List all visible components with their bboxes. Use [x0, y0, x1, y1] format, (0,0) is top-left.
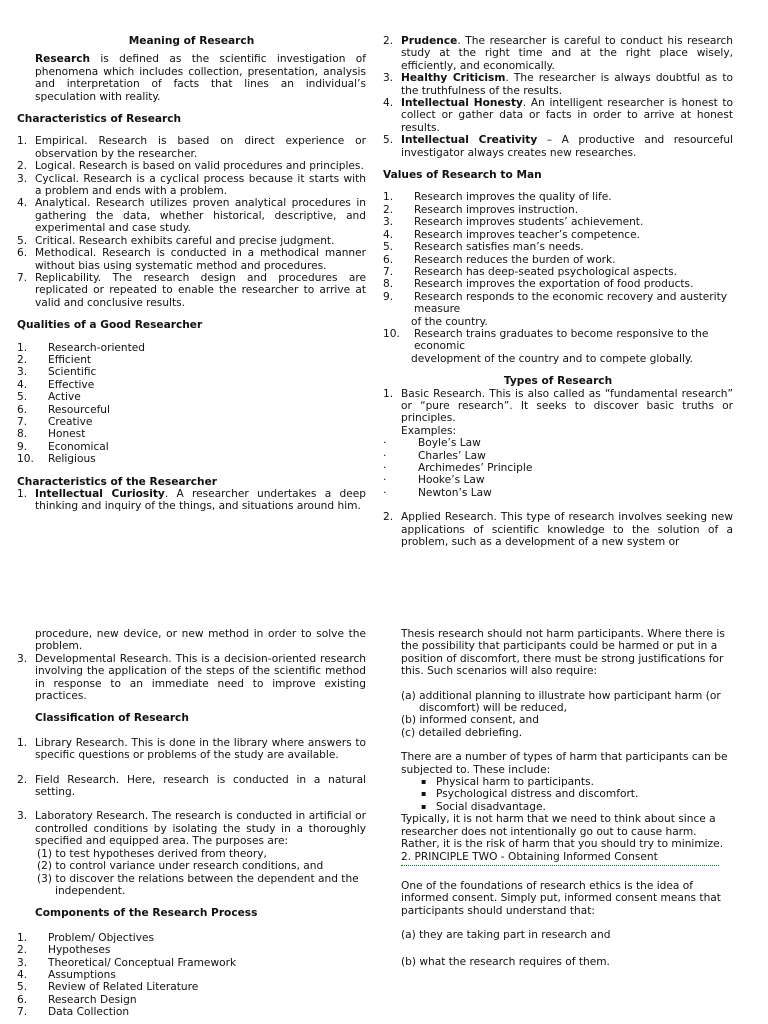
quality-item: [17, 366, 366, 378]
value-item: [383, 216, 733, 228]
square-bullet-icon: ▪: [421, 777, 427, 787]
classification-text: Laboratory Research. The research is conducted in artificial or controlled conditions by isolating the study in a thoroughly specified and equipped area. The purposes are:: [35, 810, 366, 848]
quality-number: 6.: [17, 403, 28, 416]
characteristic-number: 1.: [17, 135, 28, 148]
component-text: Data Collection: [48, 1006, 130, 1019]
classification-text: Library Research. This is done in the library where answers to specific questions or problems of the study are available.: [35, 736, 366, 762]
researcher-trait-name: Healthy Criticism: [401, 72, 506, 85]
applied-research-text: Applied Research. This type of research involves seeking new applications of scientific knowledge to the solution of a problem, such as a development of a new system or: [401, 511, 733, 549]
characteristic-item: [17, 160, 366, 172]
bullet-dot-icon: ·: [383, 449, 387, 462]
example-text: Boyle’s Law: [418, 437, 481, 450]
value-text: Research improves instruction.: [414, 203, 579, 216]
value-10-continued: development of the country and to compete globally.: [411, 352, 694, 365]
purposes-continued: independent.: [55, 884, 126, 897]
researcher-trait-name: Intellectual Creativity: [401, 134, 538, 147]
spacer: [17, 798, 366, 810]
quality-item: [17, 416, 366, 428]
component-number: 2.: [17, 944, 28, 957]
developmental-number: 3.: [17, 652, 28, 665]
developmental-text: Developmental Research. This is a decision-oriented research involving the application of the steps of the scientific method in response to an immediate need to improve existing practices.: [35, 652, 366, 703]
purpose-item: (1) to test hypotheses derived from theory,: [37, 847, 267, 860]
researcher-trait-description: . The researcher is always doubtful as to the truthfulness of the results.: [401, 72, 733, 97]
meaning-definition: is defined as the scientific investigation of phenomena which includes collection, presentation, analysis and interpretation of facts that lines an individual’s speculation with reality.: [35, 53, 366, 103]
classification-list: [17, 737, 366, 848]
char-researcher-list: [17, 488, 366, 513]
characteristic-item: [17, 272, 366, 309]
example-text: Hooke’s Law: [418, 474, 485, 487]
value-item: [383, 241, 733, 253]
applied-research-item: [383, 511, 733, 548]
value-number: 6.: [383, 253, 394, 266]
components-list: [17, 932, 366, 1019]
spacer: [17, 762, 366, 774]
researcher-trait-item: [383, 72, 733, 97]
researcher-trait-description: . The researcher is careful to conduct his research study at the right time and at the right place wisely, efficiently, and economically.: [401, 35, 733, 72]
bullet-dot-icon: ·: [383, 462, 387, 474]
quality-number: 8.: [17, 428, 28, 441]
value-text: Research trains graduates to become responsive to the economic: [414, 327, 709, 353]
researcher-trait-text: [401, 35, 733, 72]
value-text: Research satisfies man’s needs.: [414, 241, 584, 254]
developmental-research-item: [17, 653, 366, 703]
basic-research-item: [383, 388, 733, 425]
harm-text: Social disadvantage.: [436, 800, 546, 813]
applied-research-continued: procedure, new device, or new method in order to solve the problem.: [35, 628, 366, 653]
component-number: 3.: [17, 956, 28, 969]
quality-item: [17, 354, 366, 366]
component-text: Theoretical/ Conceptual Framework: [48, 956, 237, 969]
example-text: Charles’ Law: [418, 449, 486, 462]
researcher-trait-description: . A researcher undertakes a deep thinking and inquiry of the things, and situations around him.: [35, 488, 366, 513]
quality-item: [17, 379, 366, 391]
researcher-trait-number: 5.: [383, 134, 394, 147]
component-item: [17, 932, 366, 944]
characteristic-text: Replicability. The research design and procedures are replicated or repeated to enable the researcher to arrive at valid and conclusive results.: [35, 271, 366, 309]
value-number: 4.: [383, 228, 394, 241]
classification-number: 2.: [17, 773, 28, 786]
value-9-continued: of the country.: [411, 315, 488, 328]
component-number: 7.: [17, 1006, 28, 1019]
requirement-a-continued: discomfort) will be reduced,: [419, 702, 568, 715]
page2-left-column: [17, 628, 366, 1019]
characteristic-number: 6.: [17, 247, 28, 260]
researcher-trait-description: – A productive and resourceful investigator always creates new researches.: [401, 134, 733, 159]
researcher-trait-item: [383, 97, 733, 134]
component-number: 4.: [17, 968, 28, 981]
characteristic-text: Critical. Research exhibits careful and precise judgment.: [35, 234, 335, 247]
example-item: [383, 450, 733, 462]
characteristic-number: 7.: [17, 271, 28, 284]
component-item: [17, 1006, 366, 1018]
applied-research-number: 2.: [383, 511, 394, 524]
square-bullet-icon: ▪: [421, 801, 427, 811]
classification-item: [17, 774, 366, 799]
quality-text: Research-oriented: [48, 341, 146, 354]
quality-text: Creative: [48, 415, 93, 428]
researcher-trait-description: . An intelligent researcher is honest to collect or gather data or facts in order to arrive at honest results.: [401, 97, 733, 134]
page1-right-column: [383, 35, 733, 548]
meaning-term: Research: [35, 53, 91, 66]
characteristic-item: [17, 197, 366, 234]
classification-number: 1.: [17, 736, 28, 749]
purpose-item: (3) to discover the relations between the dependent and the: [37, 872, 359, 885]
examples-label: Examples:: [401, 424, 457, 437]
meaning-title: Meaning of Research: [128, 35, 255, 47]
quality-number: 3.: [17, 366, 28, 379]
char-researcher-list-continued: [383, 35, 733, 159]
quality-number: 10.: [17, 453, 34, 466]
quality-text: Active: [48, 391, 81, 404]
quality-number: 9.: [17, 440, 28, 453]
example-item: [383, 437, 733, 449]
researcher-trait-item: [17, 488, 366, 513]
value-item: [383, 204, 733, 216]
value-text: Research responds to the economic recovery and austerity measure: [414, 290, 728, 316]
consent-item-a: (a) they are taking part in research and: [401, 929, 611, 942]
purpose-item: (2) to control variance under research conditions, and: [37, 860, 324, 873]
bullet-dot-icon: ·: [383, 474, 387, 487]
bullet-dot-icon: ·: [383, 437, 387, 450]
researcher-trait-number: 1.: [17, 488, 28, 500]
quality-item: [17, 342, 366, 354]
example-item: [383, 462, 733, 474]
value-item: [383, 191, 733, 203]
component-number: 1.: [17, 931, 28, 944]
value-text: Research improves students’ achievement.: [414, 216, 644, 229]
examples-list: [383, 437, 733, 499]
researcher-trait-text: [35, 488, 366, 513]
quality-text: Honest: [48, 428, 86, 441]
quality-item: [17, 391, 366, 403]
characteristic-text: Logical. Research is based on valid procedures and principles.: [35, 160, 364, 173]
page1-left-column: [17, 35, 366, 513]
characteristic-item: [17, 135, 366, 160]
value-number: 8.: [383, 278, 394, 291]
example-item: [383, 474, 733, 486]
square-bullet-icon: ▪: [421, 789, 427, 799]
qualities-heading: Qualities of a Good Researcher: [17, 319, 203, 332]
harm-text: Physical harm to participants.: [436, 776, 594, 789]
component-item: [17, 944, 366, 956]
requirement-a: (a) additional planning to illustrate how participant harm (or: [401, 689, 721, 702]
researcher-trait-text: [401, 134, 733, 159]
value-text: Research reduces the burden of work.: [414, 253, 616, 266]
value-number: 10.: [383, 327, 400, 340]
component-item: [17, 981, 366, 993]
ethics-paragraph-4: One of the foundations of research ethics is the idea of informed consent. Simply put, informed consent means that participants should understand that:: [401, 879, 721, 917]
quality-number: 7.: [17, 415, 28, 428]
characteristics-research-list: [17, 135, 366, 309]
characteristic-text: Methodical. Research is conducted in a methodical manner without bias using systematic method and procedures.: [35, 247, 366, 272]
consent-item-b: (b) what the research requires of them.: [401, 955, 610, 968]
characteristic-item: [17, 235, 366, 247]
quality-item: [17, 441, 366, 453]
characteristic-text: Empirical. Research is based on direct experience or observation by the researcher.: [35, 135, 366, 160]
quality-number: 1.: [17, 341, 28, 354]
component-text: Assumptions: [48, 968, 116, 981]
component-item: [17, 969, 366, 981]
value-number: 7.: [383, 265, 394, 278]
ethics-paragraph-3: Typically, it is not harm that we need to think about since a researcher does not intentionally go out to cause harm. Rather, it is the risk of harm that you should try to minimize.: [401, 813, 724, 851]
ethics-paragraph-2: There are a number of types of harm that participants can be subjected to. These include:: [401, 751, 728, 776]
value-text: Research improves the quality of life.: [414, 191, 612, 204]
value-item: [383, 266, 733, 278]
component-text: Research Design: [48, 993, 137, 1006]
value-number: 9.: [383, 290, 394, 303]
component-text: Problem/ Objectives: [48, 931, 154, 944]
classification-item: [17, 810, 366, 847]
quality-text: Religious: [48, 453, 96, 466]
purposes-list: [17, 848, 366, 885]
characteristic-number: 2.: [17, 160, 28, 173]
characteristic-number: 5.: [17, 234, 28, 247]
principle-two-heading: 2. PRINCIPLE TWO - Obtaining Informed Consent: [401, 850, 658, 863]
researcher-trait-name: Intellectual Honesty: [401, 97, 523, 110]
component-number: 5.: [17, 981, 28, 994]
characteristic-number: 3.: [17, 172, 28, 185]
researcher-trait-item: [383, 35, 733, 72]
classification-item: [17, 737, 366, 762]
harms-list: [401, 776, 729, 813]
value-text: Research improves teacher’s competence.: [414, 228, 641, 241]
harm-item: [401, 801, 729, 813]
components-heading: Components of the Research Process: [35, 907, 258, 920]
values-list: [383, 191, 733, 365]
characteristic-number: 4.: [17, 197, 28, 210]
researcher-trait-number: 3.: [383, 72, 394, 85]
component-item: [17, 957, 366, 969]
characteristic-text: Analytical. Research utilizes proven analytical procedures in gathering the data, whether historical, descriptive, and experimental and case study.: [35, 197, 366, 235]
quality-text: Economical: [48, 440, 109, 453]
meaning-paragraph: [17, 53, 366, 103]
characteristic-item: [17, 173, 366, 198]
value-item: [383, 229, 733, 241]
value-item: [383, 278, 733, 290]
char-researcher-heading: Characteristics of the Researcher: [17, 475, 217, 488]
value-text: Research improves the exportation of food products.: [414, 278, 694, 291]
quality-item: [17, 453, 366, 465]
component-item: [17, 994, 366, 1006]
value-number: 1.: [383, 191, 394, 204]
component-text: Review of Related Literature: [48, 981, 199, 994]
quality-number: 5.: [17, 391, 28, 404]
classification-text: Field Research. Here, research is conducted in a natural setting.: [35, 773, 366, 799]
researcher-trait-text: [401, 72, 733, 97]
page2-right-column: [401, 628, 729, 968]
researcher-trait-name: Prudence: [401, 35, 458, 47]
quality-number: 2.: [17, 353, 28, 366]
researcher-trait-item: [383, 134, 733, 159]
component-number: 6.: [17, 993, 28, 1006]
component-text: Hypotheses: [48, 944, 111, 957]
value-number: 2.: [383, 203, 394, 216]
example-text: Newton’s Law: [418, 486, 492, 499]
requirement-c: (c) detailed debriefing.: [401, 726, 523, 739]
value-item: [383, 254, 733, 266]
example-text: Archimedes’ Principle: [418, 462, 533, 474]
value-number: 3.: [383, 216, 394, 229]
characteristic-text: Cyclical. Research is a cyclical process because it starts with a problem and ends with a problem.: [35, 172, 366, 198]
characteristics-research-heading: Characteristics of Research: [17, 113, 182, 126]
researcher-trait-name: Intellectual Curiosity: [35, 488, 165, 500]
harm-text: Psychological distress and discomfort.: [436, 788, 639, 801]
classification-heading: Classification of Research: [35, 712, 189, 725]
types-heading: Types of Research: [503, 375, 613, 388]
values-heading: Values of Research to Man: [383, 169, 542, 182]
researcher-trait-number: 2.: [383, 35, 394, 47]
quality-text: Efficient: [48, 353, 92, 366]
value-number: 5.: [383, 241, 394, 254]
researcher-trait-number: 4.: [383, 97, 394, 110]
quality-item: [17, 428, 366, 440]
value-item: [383, 291, 733, 316]
example-item: [383, 487, 733, 499]
harm-item: [401, 788, 729, 800]
qualities-list: [17, 342, 366, 466]
quality-text: Resourceful: [48, 403, 110, 416]
characteristic-item: [17, 247, 366, 272]
quality-text: Scientific: [48, 366, 97, 379]
researcher-trait-text: [401, 97, 733, 134]
requirement-b: (b) informed consent, and: [401, 714, 539, 727]
value-text: Research has deep-seated psychological aspects.: [414, 265, 678, 278]
quality-item: [17, 404, 366, 416]
basic-research-text: Basic Research. This is also called as “fundamental research” or “pure research”. It seeks to discover basic truths or principles.: [401, 387, 733, 425]
harm-item: [401, 776, 729, 788]
value-item: [383, 328, 733, 353]
quality-text: Effective: [48, 378, 95, 391]
basic-research-number: 1.: [383, 387, 394, 400]
classification-number: 3.: [17, 810, 28, 823]
ethics-paragraph-1: Thesis research should not harm participants. Where there is the possibility that participants could be harmed or put in a position of discomfort, there must be strong justifications for this. Such scenarios will also require:: [401, 628, 725, 678]
bullet-dot-icon: ·: [383, 486, 387, 499]
quality-number: 4.: [17, 378, 28, 391]
